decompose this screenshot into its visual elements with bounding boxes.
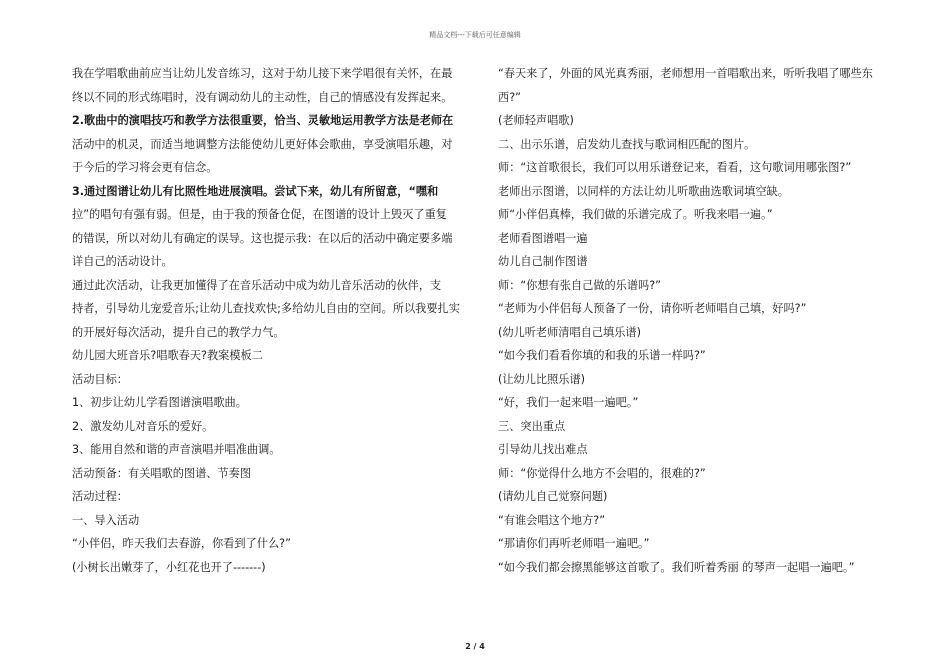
text-line: “好，我们一起来唱一遍吧。” bbox=[498, 396, 639, 409]
text-line: 西?” bbox=[498, 90, 521, 104]
text-line: 老师出示图谱，以同样的方法让幼儿听歌曲选歌词填空缺。 bbox=[498, 184, 789, 198]
text-line: 活动过程： bbox=[72, 490, 128, 503]
text-line: 的开展好每次活动，提升自己的教学力气。 bbox=[72, 325, 285, 339]
text-line: “老师为小伴侣每人预备了一份，请你听老师唱自己填，好吗?” bbox=[498, 302, 807, 315]
text-line: 2、激发幼儿对音乐的爱好。 bbox=[72, 419, 214, 433]
text-line: 师：“你觉得什么地方不会唱的，很难的?” bbox=[498, 466, 706, 480]
text-line: “小伴侣，昨天我们去春游，你看到了什么?” bbox=[72, 537, 291, 550]
section-heading: 幼儿园大班音乐?唱歌春天?教案模板二 bbox=[72, 349, 263, 362]
text-line: “那请你们再听老师唱一遍吧。” bbox=[498, 537, 650, 550]
text-line: 幼儿自己制作图谱 bbox=[498, 255, 588, 268]
text-line: “如今我们看看你填的和我的乐谱一样吗?” bbox=[498, 349, 706, 362]
text-line: 老师看图谱唱一遍 bbox=[498, 231, 588, 245]
text-line: 2.歌曲中的演唱技巧和教学方法很重要，恰当、灵敏地运用教学方法是老师在 bbox=[72, 114, 454, 127]
text-line: 活动预备：有关唱歌的图谱、节奏图 bbox=[72, 466, 252, 480]
text-line: 通过此次活动，让我更加懂得了在音乐活动中成为幼儿音乐活动的伙伴，支 bbox=[72, 278, 442, 292]
text-line: 我在学唱歌曲前应当让幼儿发音练习，这对于幼儿接下来学唱很有关怀，在最 bbox=[72, 67, 453, 80]
text-line: 3.通过图谱让幼儿有比照性地进展演唱。尝试下来，幼儿有所留意，“嘿和 bbox=[72, 184, 439, 198]
text-line: 的错误，所以对幼儿有确定的误导。这也提示我：在以后的活动中确定要多端 bbox=[72, 231, 453, 245]
text-line: 引导幼儿找出难点 bbox=[498, 443, 588, 456]
text-line: (幼儿听老师清唱自己填乐谱) bbox=[498, 325, 641, 339]
text-line: 三、突出重点 bbox=[498, 419, 566, 433]
text-line: 一、导入活动 bbox=[72, 513, 140, 527]
text-line: 活动中的机灵，而适当地调整方法能使幼儿更好体会歌曲，享受演唱乐趣，对 bbox=[72, 137, 453, 151]
text-line: 于今后的学习将会更有信念。 bbox=[72, 161, 218, 174]
text-line: (让幼儿比照乐谱) bbox=[498, 372, 586, 386]
text-line: 师：“你想有张自己做的乐谱吗?” bbox=[498, 278, 661, 292]
text-line: 师“小伴侣真棒，我们做的乐谱完成了。听我来唱一遍。” bbox=[498, 208, 773, 221]
text-line: “有谁会唱这个地方?” bbox=[498, 513, 606, 527]
text-line: 终以不同的形式练唱时，没有调动幼儿的主动性，自己的情感没有发挥起来。 bbox=[72, 90, 453, 104]
text-line: 持者，引导幼儿宠爱音乐;让幼儿查找欢快;多给幼儿自由的空间。所以我要扎实 bbox=[72, 302, 460, 315]
right-column bbox=[498, 62, 878, 579]
text-line: (老师轻声唱歌) bbox=[498, 114, 574, 127]
text-line: (小树长出嫩芽了，小红花也开了-------) bbox=[72, 560, 266, 574]
text-line: 1、初步让幼儿学看图谱演唱歌曲。 bbox=[72, 396, 247, 409]
text-line: 拉”的唱句有强有弱。但是，由于我的预备仓促，在图谱的设计上毁灭了重复 bbox=[72, 208, 447, 221]
text-line: “春天来了，外面的风光真秀丽，老师想用一首唱歌出来，听听我唱了哪些东 bbox=[498, 67, 873, 80]
text-line: 详自己的活动设计。 bbox=[72, 255, 173, 268]
page-header: 精品文档---下载后可任意编辑 bbox=[429, 31, 521, 39]
text-line: 二、出示乐谱，启发幼儿查找与歌词相匹配的图片。 bbox=[498, 137, 756, 151]
page-number: 2 / 4 bbox=[465, 642, 485, 651]
text-line: 3、能用自然和谐的声音演唱并唱准曲调。 bbox=[72, 443, 281, 456]
text-line: 师：“这首歌很长，我们可以用乐谱登记来，看看，这句歌词用哪张图?” bbox=[498, 161, 852, 174]
left-column bbox=[72, 62, 465, 579]
text-line: 活动目标： bbox=[72, 372, 128, 386]
text-line: (请幼儿自己觉察问题) bbox=[498, 490, 608, 503]
text-line: “如今我们都会擦黑能够这首歌了。我们听着秀丽 的琴声一起唱一遍吧。” bbox=[498, 560, 855, 574]
